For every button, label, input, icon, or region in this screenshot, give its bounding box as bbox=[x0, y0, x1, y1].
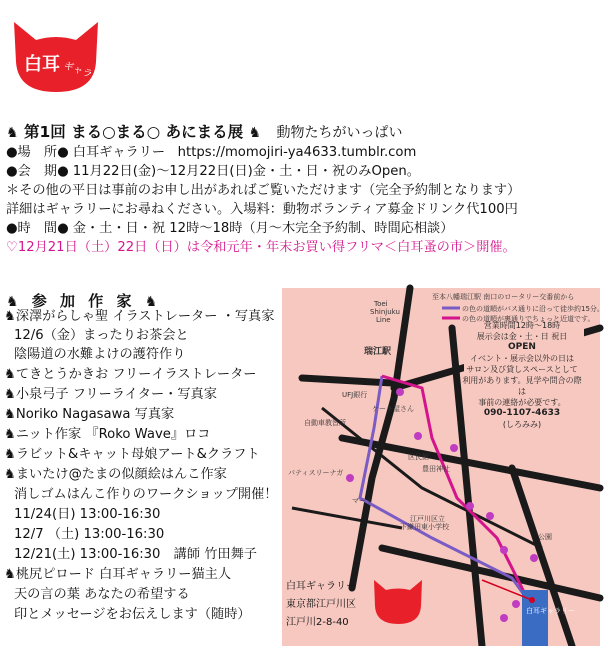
participant-line: 天の言の葉 あなたの希望する bbox=[14, 587, 190, 602]
map-label-station: 瑞江駅 bbox=[364, 347, 392, 357]
horse-icon: ♞ bbox=[4, 407, 16, 422]
map-label-line: Line bbox=[376, 316, 391, 324]
route-note-1: 瑞江駅 南口のロータリー交番前から bbox=[460, 293, 575, 301]
participant-line: 12/21(土) 13:00-16:30 講師 竹田舞子 bbox=[14, 547, 257, 562]
map-label-school: 自動車教習所 bbox=[304, 419, 346, 427]
gallery-address: 白耳ギャラリー 東京都江戸川区 江戸川2-8-40 bbox=[286, 581, 356, 628]
participant-line: ♞まいたけ@たまの似顔絵はんこ作家 bbox=[4, 467, 227, 482]
participant-line: ♞小泉弓子 フリーライター・写真家 bbox=[4, 387, 217, 402]
horse-icon: ♞ bbox=[4, 387, 16, 402]
route-note-2: の色の道順がバス通りに沿って徒歩約15分。 bbox=[462, 305, 604, 313]
horse-icon: ♞ bbox=[6, 294, 23, 310]
map-label-patisserie: パティスリーナガ bbox=[288, 469, 344, 477]
heart-icon: ♡ bbox=[6, 240, 18, 255]
period-line: ●会 期● 11月22日(金)〜12月22日(日)金・土・日・祝のみOpen。 bbox=[6, 164, 420, 179]
horse-icon: ♞ bbox=[144, 294, 162, 310]
map-label-clinic: 区民館 bbox=[408, 453, 429, 461]
venue-line: ●場 所● 白耳ギャラリー https://momojiri-ya4633.tumblr.com bbox=[6, 145, 417, 160]
map-label-north: 至本八幡 bbox=[432, 293, 460, 301]
hours-line: ●時 間● 金・土・日・祝 12時〜18時（月〜木完全予約制、時間応相談） bbox=[6, 221, 454, 236]
participants-heading: ♞ 参 加 作 家 ♞ bbox=[6, 292, 162, 310]
participant-line: ♞深澤がらしゃ聖 イラストレーター ・写真家 bbox=[4, 309, 275, 324]
participant-line: ♞桃尻ピロード 白耳ギャラリー猫主人 bbox=[4, 567, 232, 582]
event-subtitle: 動物たちがいっぱい bbox=[276, 125, 403, 141]
participant-line: 消しゴムはんこ作りのワークショップ開催！ bbox=[14, 487, 278, 502]
event-title: ♞ 第1回 まる○まる○ あにまる展 ♞ 動物たちがいっぱい bbox=[6, 123, 403, 141]
map-label-ku: 江戸川区立 bbox=[410, 515, 445, 523]
horse-icon: ♞ bbox=[248, 125, 262, 141]
note-line-2: 詳細はギャラリーにお尋ねください。入場料：動物ボランティア募金ドリンク代100円 bbox=[6, 202, 518, 217]
participant-line: ♞ニット作家 『Roko Wave』ロコ bbox=[4, 427, 211, 442]
svg-text:ギャラリー: ギャラリー bbox=[61, 60, 113, 88]
participant-line: ♞ラビット&キャット母娘アート&クラフト bbox=[4, 447, 260, 462]
horse-icon: ♞ bbox=[4, 447, 16, 462]
phone-number[interactable]: 090-1107-4633 bbox=[483, 408, 561, 418]
map-label-toei: Toei bbox=[374, 300, 388, 308]
map-label-gallery: 白耳ギャラリー bbox=[526, 607, 575, 615]
participant-line: ♞てきとうかきお フリーイラストレーター bbox=[4, 367, 257, 382]
participant-line: ♞Noriko Nagasawa 写真家 bbox=[4, 407, 175, 422]
hours-box: 営業時間12時〜18時 展示会は金・土・日 祝日 OPEN イベント・展示会以外の日は サロン及び貸しスペースとして 利用があります。見学や問合の際は 事前の連絡が必要です。 090-1107-4633 (しろみみ) bbox=[462, 321, 582, 429]
map-label-mart: マート bbox=[352, 497, 373, 505]
map-label-park: 公園 bbox=[538, 533, 552, 541]
horse-icon: ♞ bbox=[6, 125, 19, 141]
note-line-1: ＊その他の平日は事前のお申し出があればご覧いただけます（完全予約制となります） bbox=[6, 183, 521, 198]
svg-text:白耳: 白耳 bbox=[24, 54, 60, 75]
participant-line: 11/24(日) 13:00-16:30 bbox=[14, 507, 161, 522]
map-label-ufj: UFJ銀行 bbox=[342, 391, 368, 399]
participant-line: 12/7 （土) 13:00-16:30 bbox=[14, 527, 165, 542]
participant-line: 陰陽道の水難よけの護符作り bbox=[14, 347, 186, 362]
horse-icon: ♞ bbox=[4, 427, 16, 442]
participant-line: 印とメッセージをお伝えします（随時） bbox=[14, 607, 251, 622]
route-note-3: の色の道順が裏通りでちょっと近道です。 bbox=[462, 315, 595, 323]
participant-line: 12/6（金）まったりお茶会と bbox=[14, 328, 189, 343]
map-label-shinjuku: Shinjuku bbox=[370, 308, 400, 316]
horse-icon: ♞ bbox=[4, 467, 16, 482]
horse-icon: ♞ bbox=[4, 309, 16, 324]
horse-icon: ♞ bbox=[4, 567, 16, 582]
map-label-cake: ケーキ屋さん bbox=[372, 405, 414, 413]
flea-market-line: ♡12月21日（土）22日（日）は令和元年・年末お買い得フリマ＜白耳蚤の市＞開催。 bbox=[6, 240, 516, 255]
access-map bbox=[282, 288, 604, 646]
map-label-shrine: 豊田神社 bbox=[422, 465, 450, 473]
map-label-jhs: 下鎌田東小学校 bbox=[400, 523, 449, 531]
horse-icon: ♞ bbox=[4, 367, 16, 382]
gallery-url[interactable]: https://momojiri-ya4633.tumblr.com bbox=[177, 145, 417, 160]
gallery-logo bbox=[8, 18, 113, 96]
